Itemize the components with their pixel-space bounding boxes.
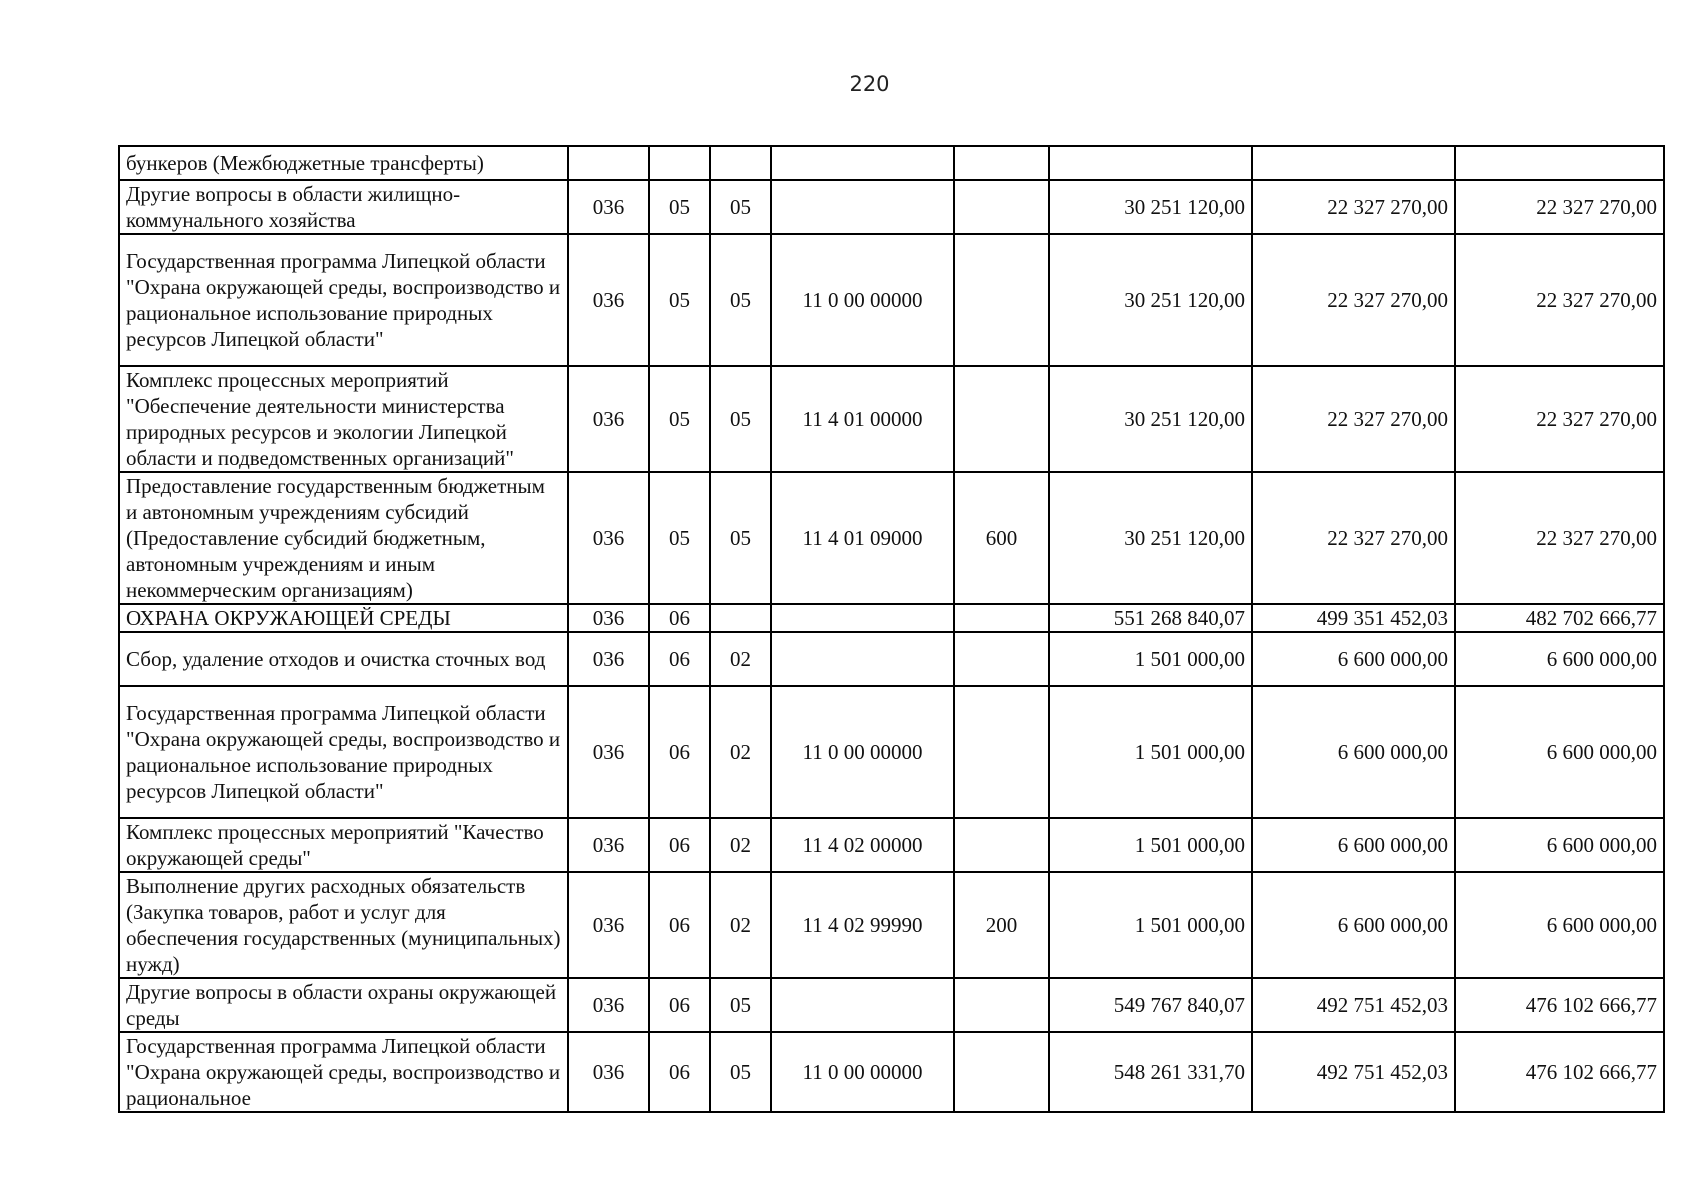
amount-year-3: 476 102 666,77 bbox=[1455, 978, 1664, 1032]
section-code: 06 bbox=[649, 818, 710, 872]
section-code: 06 bbox=[649, 632, 710, 686]
section-code: 05 bbox=[649, 366, 710, 472]
amount-year-3: 22 327 270,00 bbox=[1455, 180, 1664, 234]
target-article-code: 11 0 00 00000 bbox=[771, 234, 954, 366]
amount-year-3: 6 600 000,00 bbox=[1455, 632, 1664, 686]
grbs-code: 036 bbox=[568, 872, 649, 978]
expense-type-code bbox=[954, 366, 1049, 472]
row-name: Государственная программа Липецкой области "Охрана окружающей среды, воспроизводство и рациональное bbox=[119, 1032, 568, 1112]
amount-year-3: 22 327 270,00 bbox=[1455, 366, 1664, 472]
grbs-code: 036 bbox=[568, 366, 649, 472]
amount-year-2: 22 327 270,00 bbox=[1252, 180, 1455, 234]
amount-year-1: 548 261 331,70 bbox=[1049, 1032, 1252, 1112]
amount-year-1 bbox=[1049, 146, 1252, 180]
table-row bbox=[119, 146, 1664, 180]
section-code: 05 bbox=[649, 180, 710, 234]
table-row bbox=[119, 1032, 1664, 1112]
row-name: Выполнение других расходных обязательств (Закупка товаров, работ и услуг для обеспечения государственных (муниципальных) нужд) bbox=[119, 872, 568, 978]
amount-year-1: 30 251 120,00 bbox=[1049, 180, 1252, 234]
expense-type-code bbox=[954, 978, 1049, 1032]
section-code: 05 bbox=[649, 472, 710, 604]
section-code: 06 bbox=[649, 1032, 710, 1112]
amount-year-3: 6 600 000,00 bbox=[1455, 872, 1664, 978]
expense-type-code: 200 bbox=[954, 872, 1049, 978]
amount-year-3: 22 327 270,00 bbox=[1455, 472, 1664, 604]
target-article-code bbox=[771, 632, 954, 686]
target-article-code: 11 4 01 00000 bbox=[771, 366, 954, 472]
table-row bbox=[119, 366, 1664, 472]
expense-type-code bbox=[954, 686, 1049, 818]
table-row bbox=[119, 978, 1664, 1032]
subsection-code: 05 bbox=[710, 180, 771, 234]
section-code: 05 bbox=[649, 234, 710, 366]
amount-year-3 bbox=[1455, 146, 1664, 180]
grbs-code: 036 bbox=[568, 1032, 649, 1112]
amount-year-2: 6 600 000,00 bbox=[1252, 872, 1455, 978]
subsection-code: 02 bbox=[710, 818, 771, 872]
target-article-code: 11 4 01 09000 bbox=[771, 472, 954, 604]
amount-year-1: 551 268 840,07 bbox=[1049, 604, 1252, 632]
target-article-code: 11 0 00 00000 bbox=[771, 686, 954, 818]
grbs-code: 036 bbox=[568, 234, 649, 366]
target-article-code: 11 4 02 99990 bbox=[771, 872, 954, 978]
section-code: 06 bbox=[649, 686, 710, 818]
amount-year-2: 6 600 000,00 bbox=[1252, 686, 1455, 818]
expense-type-code bbox=[954, 604, 1049, 632]
amount-year-2: 6 600 000,00 bbox=[1252, 632, 1455, 686]
amount-year-2: 499 351 452,03 bbox=[1252, 604, 1455, 632]
amount-year-1: 549 767 840,07 bbox=[1049, 978, 1252, 1032]
section-code bbox=[649, 146, 710, 180]
amount-year-2: 22 327 270,00 bbox=[1252, 472, 1455, 604]
amount-year-2 bbox=[1252, 146, 1455, 180]
amount-year-2: 492 751 452,03 bbox=[1252, 1032, 1455, 1112]
grbs-code: 036 bbox=[568, 180, 649, 234]
amount-year-1: 1 501 000,00 bbox=[1049, 686, 1252, 818]
amount-year-1: 30 251 120,00 bbox=[1049, 234, 1252, 366]
row-name: Государственная программа Липецкой области "Охрана окружающей среды, воспроизводство и рациональное использование природных ресурсов Липецкой области" bbox=[119, 686, 568, 818]
section-code: 06 bbox=[649, 872, 710, 978]
grbs-code: 036 bbox=[568, 604, 649, 632]
budget-table bbox=[118, 145, 1665, 1113]
subsection-code: 02 bbox=[710, 872, 771, 978]
target-article-code bbox=[771, 180, 954, 234]
amount-year-1: 1 501 000,00 bbox=[1049, 872, 1252, 978]
subsection-code: 05 bbox=[710, 1032, 771, 1112]
amount-year-1: 1 501 000,00 bbox=[1049, 818, 1252, 872]
amount-year-1: 1 501 000,00 bbox=[1049, 632, 1252, 686]
subsection-code: 05 bbox=[710, 472, 771, 604]
amount-year-3: 476 102 666,77 bbox=[1455, 1032, 1664, 1112]
row-name: Сбор, удаление отходов и очистка сточных вод bbox=[119, 632, 568, 686]
expense-type-code bbox=[954, 146, 1049, 180]
amount-year-1: 30 251 120,00 bbox=[1049, 472, 1252, 604]
table-row bbox=[119, 686, 1664, 818]
table-row bbox=[119, 632, 1664, 686]
table-row bbox=[119, 604, 1664, 632]
row-name: Другие вопросы в области жилищно-коммунального хозяйства bbox=[119, 180, 568, 234]
row-name: Государственная программа Липецкой области "Охрана окружающей среды, воспроизводство и рациональное использование природных ресурсов Липецкой области" bbox=[119, 234, 568, 366]
amount-year-3: 22 327 270,00 bbox=[1455, 234, 1664, 366]
grbs-code: 036 bbox=[568, 686, 649, 818]
target-article-code bbox=[771, 146, 954, 180]
subsection-code: 05 bbox=[710, 234, 771, 366]
expense-type-code bbox=[954, 818, 1049, 872]
grbs-code bbox=[568, 146, 649, 180]
row-name: ОХРАНА ОКРУЖАЮЩЕЙ СРЕДЫ bbox=[119, 604, 568, 632]
table-row bbox=[119, 472, 1664, 604]
subsection-code: 02 bbox=[710, 632, 771, 686]
row-name: Комплекс процессных мероприятий "Качество окружающей среды" bbox=[119, 818, 568, 872]
amount-year-2: 492 751 452,03 bbox=[1252, 978, 1455, 1032]
amount-year-3: 6 600 000,00 bbox=[1455, 818, 1664, 872]
subsection-code: 02 bbox=[710, 686, 771, 818]
page-number: 220 bbox=[849, 72, 890, 96]
expense-type-code bbox=[954, 632, 1049, 686]
grbs-code: 036 bbox=[568, 978, 649, 1032]
subsection-code bbox=[710, 146, 771, 180]
target-article-code bbox=[771, 978, 954, 1032]
amount-year-3: 482 702 666,77 bbox=[1455, 604, 1664, 632]
section-code: 06 bbox=[649, 604, 710, 632]
table-row bbox=[119, 872, 1664, 978]
subsection-code: 05 bbox=[710, 366, 771, 472]
row-name: Другие вопросы в области охраны окружающей среды bbox=[119, 978, 568, 1032]
section-code: 06 bbox=[649, 978, 710, 1032]
subsection-code: 05 bbox=[710, 978, 771, 1032]
table-row bbox=[119, 234, 1664, 366]
target-article-code bbox=[771, 604, 954, 632]
row-name: Комплекс процессных мероприятий "Обеспечение деятельности министерства природных ресурсов и экологии Липецкой области и подведомственных организаций" bbox=[119, 366, 568, 472]
amount-year-3: 6 600 000,00 bbox=[1455, 686, 1664, 818]
target-article-code: 11 4 02 00000 bbox=[771, 818, 954, 872]
grbs-code: 036 bbox=[568, 472, 649, 604]
subsection-code bbox=[710, 604, 771, 632]
row-name: Предоставление государственным бюджетным и автономным учреждениям субсидий (Предоставление субсидий бюджетным, автономным учреждениям и иным некоммерческим организациям) bbox=[119, 472, 568, 604]
grbs-code: 036 bbox=[568, 632, 649, 686]
target-article-code: 11 0 00 00000 bbox=[771, 1032, 954, 1112]
expense-type-code bbox=[954, 1032, 1049, 1112]
expense-type-code bbox=[954, 234, 1049, 366]
row-name: бункеров (Межбюджетные трансферты) bbox=[119, 146, 568, 180]
table-row bbox=[119, 180, 1664, 234]
amount-year-2: 22 327 270,00 bbox=[1252, 234, 1455, 366]
amount-year-2: 6 600 000,00 bbox=[1252, 818, 1455, 872]
grbs-code: 036 bbox=[568, 818, 649, 872]
amount-year-2: 22 327 270,00 bbox=[1252, 366, 1455, 472]
amount-year-1: 30 251 120,00 bbox=[1049, 366, 1252, 472]
expense-type-code bbox=[954, 180, 1049, 234]
table-row bbox=[119, 818, 1664, 872]
expense-type-code: 600 bbox=[954, 472, 1049, 604]
